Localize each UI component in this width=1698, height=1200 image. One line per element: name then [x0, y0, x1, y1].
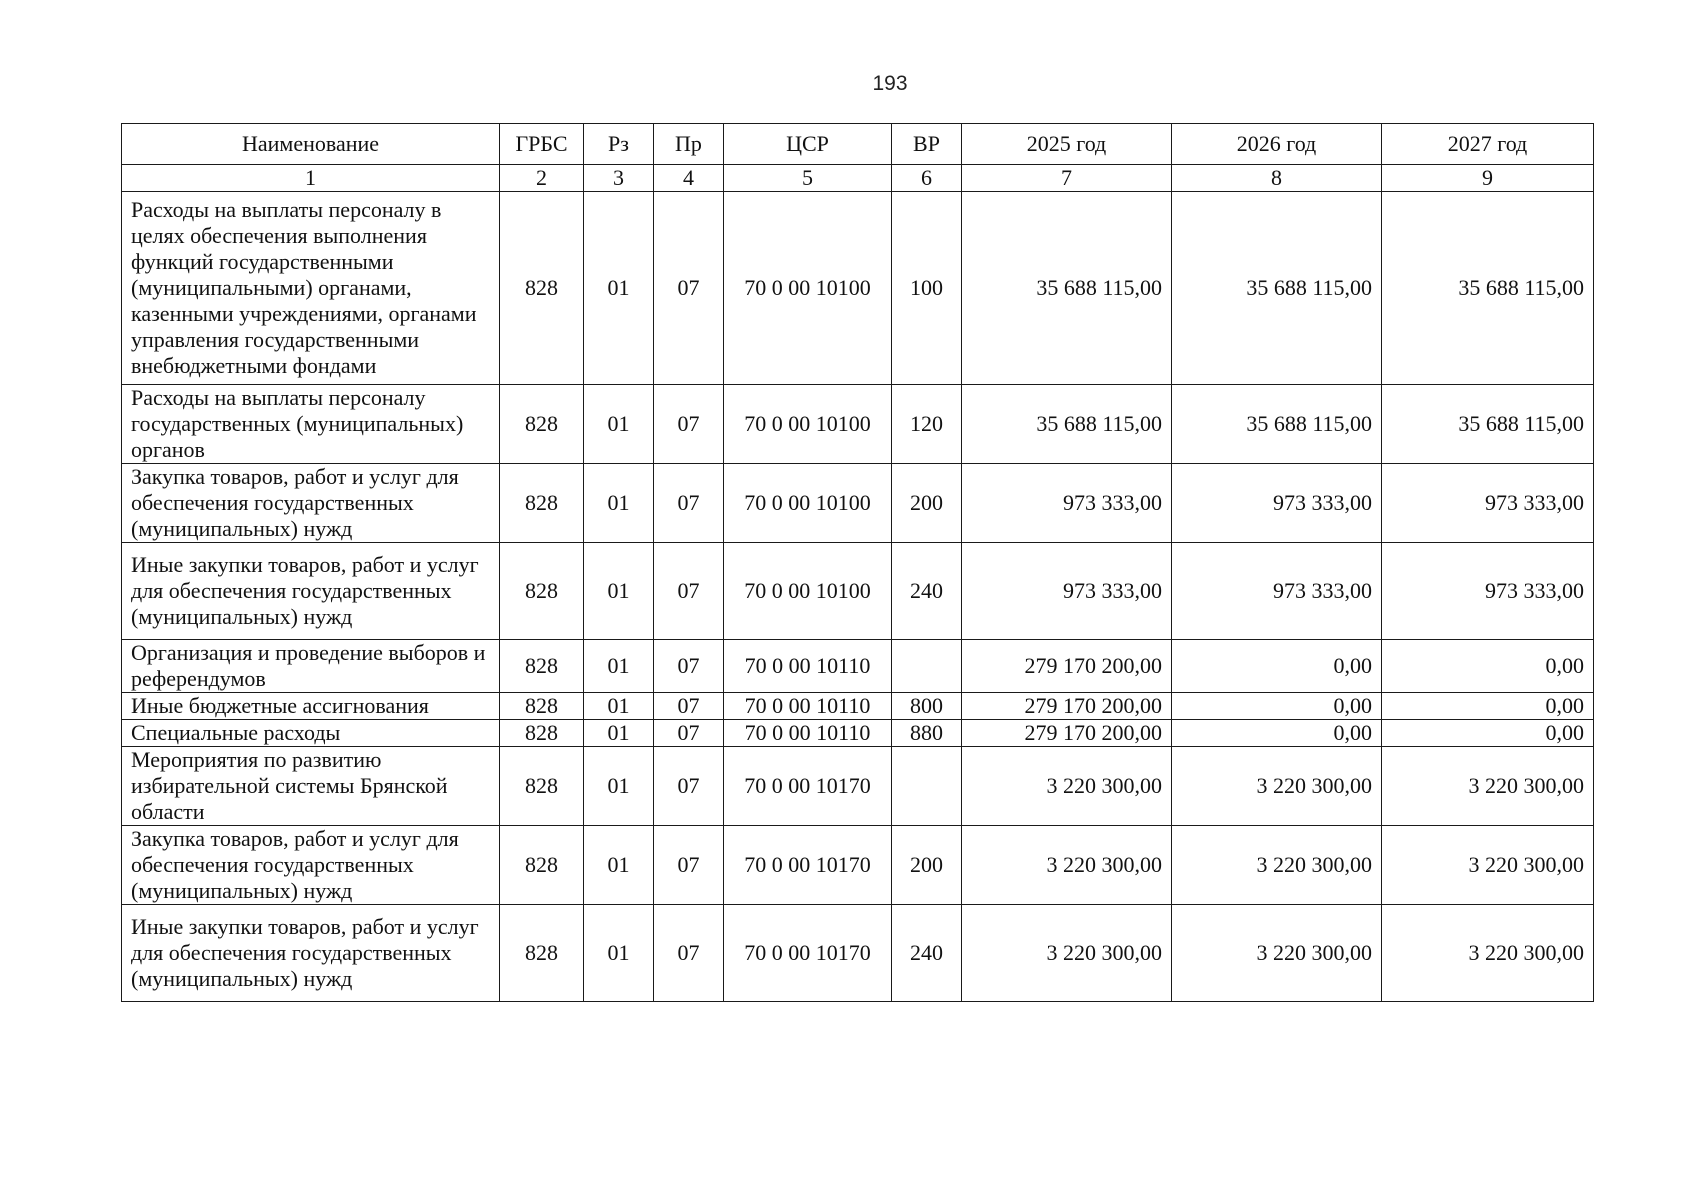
row-csr-cell: 70 0 00 10170: [724, 747, 892, 826]
column-number: 4: [654, 165, 724, 192]
row-2026-amount-cell: 0,00: [1172, 720, 1382, 747]
row-pr-cell: 07: [654, 543, 724, 640]
row-pr-cell: 07: [654, 720, 724, 747]
row-rz-cell: 01: [584, 192, 654, 385]
row-rz-cell: 01: [584, 905, 654, 1002]
row-csr-cell: 70 0 00 10170: [724, 905, 892, 1002]
row-pr-cell: 07: [654, 693, 724, 720]
table-row: [122, 826, 1594, 905]
row-2025-amount-cell: 279 170 200,00: [962, 693, 1172, 720]
row-2026-amount-cell: 3 220 300,00: [1172, 905, 1382, 1002]
column-number: 3: [584, 165, 654, 192]
column-number: 8: [1172, 165, 1382, 192]
row-vr-cell: 200: [892, 826, 962, 905]
row-grbs-cell: 828: [500, 747, 584, 826]
row-name-cell: Расходы на выплаты персоналу в целях обеспечения выполнения функций государственными (муниципальными) органами, казенными учреждениями, органами управления государственными внебюджетными фондами: [122, 192, 500, 385]
row-2026-amount-cell: 973 333,00: [1172, 543, 1382, 640]
budget-table: [121, 123, 1594, 1002]
row-2027-amount-cell: 3 220 300,00: [1382, 905, 1594, 1002]
row-vr-cell: 800: [892, 693, 962, 720]
row-vr-cell: 240: [892, 543, 962, 640]
header-csr: ЦСР: [724, 124, 892, 165]
column-number: 5: [724, 165, 892, 192]
row-vr-cell: 200: [892, 464, 962, 543]
column-number: 2: [500, 165, 584, 192]
row-csr-cell: 70 0 00 10100: [724, 543, 892, 640]
row-csr-cell: 70 0 00 10110: [724, 693, 892, 720]
header-2027: 2027 год: [1382, 124, 1594, 165]
row-2027-amount-cell: 35 688 115,00: [1382, 192, 1594, 385]
row-name-cell: Организация и проведение выборов и референдумов: [122, 640, 500, 693]
row-2026-amount-cell: 3 220 300,00: [1172, 826, 1382, 905]
row-csr-cell: 70 0 00 10110: [724, 720, 892, 747]
row-name-cell: Закупка товаров, работ и услуг для обеспечения государственных (муниципальных) нужд: [122, 826, 500, 905]
row-pr-cell: 07: [654, 464, 724, 543]
row-grbs-cell: 828: [500, 720, 584, 747]
column-number: 9: [1382, 165, 1594, 192]
row-2025-amount-cell: 3 220 300,00: [962, 747, 1172, 826]
column-number: 7: [962, 165, 1172, 192]
row-csr-cell: 70 0 00 10170: [724, 826, 892, 905]
row-2026-amount-cell: 0,00: [1172, 693, 1382, 720]
row-rz-cell: 01: [584, 385, 654, 464]
header-2025: 2025 год: [962, 124, 1172, 165]
row-grbs-cell: 828: [500, 464, 584, 543]
column-number: 1: [122, 165, 500, 192]
row-rz-cell: 01: [584, 693, 654, 720]
row-grbs-cell: 828: [500, 640, 584, 693]
row-pr-cell: 07: [654, 385, 724, 464]
row-2027-amount-cell: 3 220 300,00: [1382, 826, 1594, 905]
row-pr-cell: 07: [654, 905, 724, 1002]
row-grbs-cell: 828: [500, 826, 584, 905]
row-pr-cell: 07: [654, 192, 724, 385]
row-vr-cell: [892, 640, 962, 693]
row-2026-amount-cell: 35 688 115,00: [1172, 192, 1382, 385]
row-rz-cell: 01: [584, 720, 654, 747]
row-2025-amount-cell: 279 170 200,00: [962, 640, 1172, 693]
header-pr: Пр: [654, 124, 724, 165]
page-number: 193: [872, 72, 908, 95]
row-csr-cell: 70 0 00 10100: [724, 385, 892, 464]
row-grbs-cell: 828: [500, 385, 584, 464]
row-2027-amount-cell: 0,00: [1382, 720, 1594, 747]
row-rz-cell: 01: [584, 640, 654, 693]
row-vr-cell: 100: [892, 192, 962, 385]
header-rz: Рз: [584, 124, 654, 165]
header-2026: 2026 год: [1172, 124, 1382, 165]
row-grbs-cell: 828: [500, 543, 584, 640]
row-2025-amount-cell: 35 688 115,00: [962, 385, 1172, 464]
header-grbs: ГРБС: [500, 124, 584, 165]
table-row: [122, 543, 1594, 640]
row-2027-amount-cell: 3 220 300,00: [1382, 747, 1594, 826]
row-2026-amount-cell: 0,00: [1172, 640, 1382, 693]
row-2025-amount-cell: 973 333,00: [962, 464, 1172, 543]
table-row: [122, 192, 1594, 385]
table-row: [122, 693, 1594, 720]
row-name-cell: Расходы на выплаты персоналу государственных (муниципальных) органов: [122, 385, 500, 464]
row-pr-cell: 07: [654, 640, 724, 693]
row-vr-cell: 120: [892, 385, 962, 464]
column-number: 6: [892, 165, 962, 192]
row-rz-cell: 01: [584, 464, 654, 543]
row-pr-cell: 07: [654, 747, 724, 826]
row-2025-amount-cell: 973 333,00: [962, 543, 1172, 640]
row-2025-amount-cell: 3 220 300,00: [962, 905, 1172, 1002]
table-row: [122, 905, 1594, 1002]
column-number-row: [122, 165, 1594, 192]
table-row: [122, 385, 1594, 464]
header-vr: ВР: [892, 124, 962, 165]
row-name-cell: Иные бюджетные ассигнования: [122, 693, 500, 720]
row-2025-amount-cell: 35 688 115,00: [962, 192, 1172, 385]
row-2027-amount-cell: 0,00: [1382, 693, 1594, 720]
table-row: [122, 747, 1594, 826]
row-vr-cell: 880: [892, 720, 962, 747]
row-2025-amount-cell: 279 170 200,00: [962, 720, 1172, 747]
row-2027-amount-cell: 973 333,00: [1382, 464, 1594, 543]
header-name: Наименование: [122, 124, 500, 165]
table-row: [122, 640, 1594, 693]
row-rz-cell: 01: [584, 543, 654, 640]
row-csr-cell: 70 0 00 10100: [724, 192, 892, 385]
row-2025-amount-cell: 3 220 300,00: [962, 826, 1172, 905]
row-grbs-cell: 828: [500, 693, 584, 720]
row-2026-amount-cell: 35 688 115,00: [1172, 385, 1382, 464]
row-name-cell: Специальные расходы: [122, 720, 500, 747]
row-pr-cell: 07: [654, 826, 724, 905]
row-name-cell: Иные закупки товаров, работ и услуг для обеспечения государственных (муниципальных) нужд: [122, 905, 500, 1002]
row-csr-cell: 70 0 00 10110: [724, 640, 892, 693]
row-vr-cell: [892, 747, 962, 826]
row-2026-amount-cell: 973 333,00: [1172, 464, 1382, 543]
row-grbs-cell: 828: [500, 905, 584, 1002]
row-2027-amount-cell: 0,00: [1382, 640, 1594, 693]
row-2027-amount-cell: 973 333,00: [1382, 543, 1594, 640]
row-grbs-cell: 828: [500, 192, 584, 385]
row-2027-amount-cell: 35 688 115,00: [1382, 385, 1594, 464]
table-row: [122, 464, 1594, 543]
row-name-cell: Иные закупки товаров, работ и услуг для обеспечения государственных (муниципальных) нужд: [122, 543, 500, 640]
header-row: [122, 124, 1594, 165]
row-name-cell: Закупка товаров, работ и услуг для обеспечения государственных (муниципальных) нужд: [122, 464, 500, 543]
row-name-cell: Мероприятия по развитию избирательной системы Брянской области: [122, 747, 500, 826]
row-vr-cell: 240: [892, 905, 962, 1002]
table-row: [122, 720, 1594, 747]
row-rz-cell: 01: [584, 747, 654, 826]
row-csr-cell: 70 0 00 10100: [724, 464, 892, 543]
row-rz-cell: 01: [584, 826, 654, 905]
row-2026-amount-cell: 3 220 300,00: [1172, 747, 1382, 826]
